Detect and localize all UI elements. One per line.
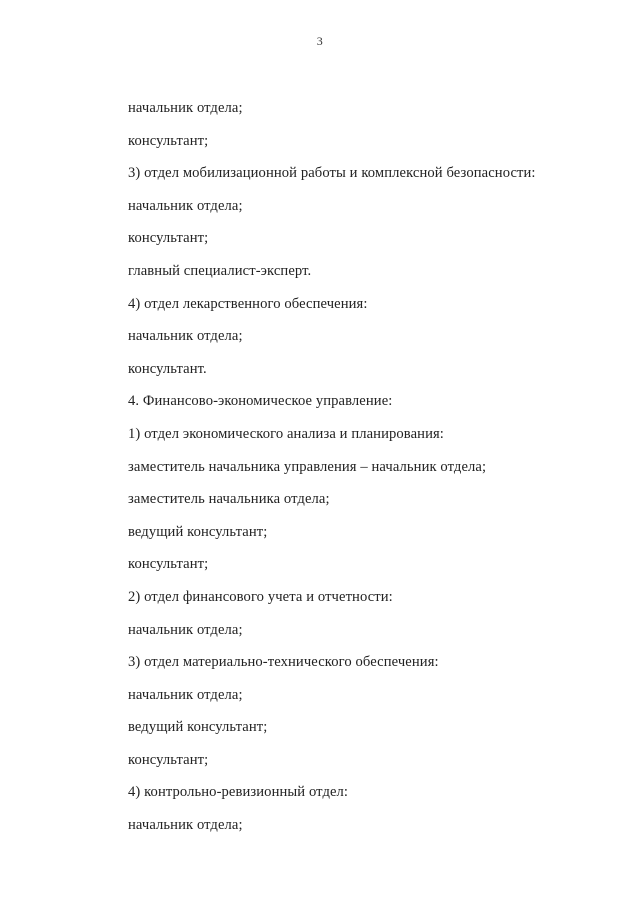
text-line: 4. Финансово-экономическое управление: bbox=[128, 393, 393, 410]
text-line: 4) контрольно-ревизионный отдел: bbox=[128, 784, 349, 801]
text-line: 4) отдел лекарственного обеспечения: bbox=[128, 295, 368, 312]
text-line: заместитель начальника отдела; bbox=[128, 491, 330, 508]
text-line: ведущий консультант; bbox=[128, 719, 268, 736]
text-line: консультант. bbox=[128, 360, 207, 377]
text-line: консультант; bbox=[128, 230, 209, 247]
text-line: начальник отдела; bbox=[128, 621, 243, 638]
text-line: консультант; bbox=[128, 132, 209, 149]
text-line: 1) отдел экономического анализа и планирования: bbox=[128, 425, 444, 442]
text-line: 2) отдел финансового учета и отчетности: bbox=[128, 588, 393, 605]
text-line: заместитель начальника управления – начальник отдела; bbox=[128, 458, 487, 475]
text-line: консультант; bbox=[128, 751, 209, 768]
text-line: начальник отдела; bbox=[128, 197, 243, 214]
text-line: начальник отдела; bbox=[128, 100, 243, 116]
page-number: 3 bbox=[316, 34, 324, 48]
text-line: начальник отдела; bbox=[128, 328, 243, 345]
document-body bbox=[128, 92, 600, 842]
text-line: главный специалист-эксперт. bbox=[128, 262, 312, 279]
text-line: 3) отдел материально-технического обеспечения: bbox=[128, 654, 439, 671]
text-line: 3) отдел мобилизационной работы и комплексной безопасности: bbox=[128, 165, 536, 182]
text-line: консультант; bbox=[128, 556, 209, 573]
text-line: ведущий консультант; bbox=[128, 523, 268, 540]
text-line: начальник отдела; bbox=[128, 817, 243, 834]
text-line: начальник отдела; bbox=[128, 686, 243, 703]
